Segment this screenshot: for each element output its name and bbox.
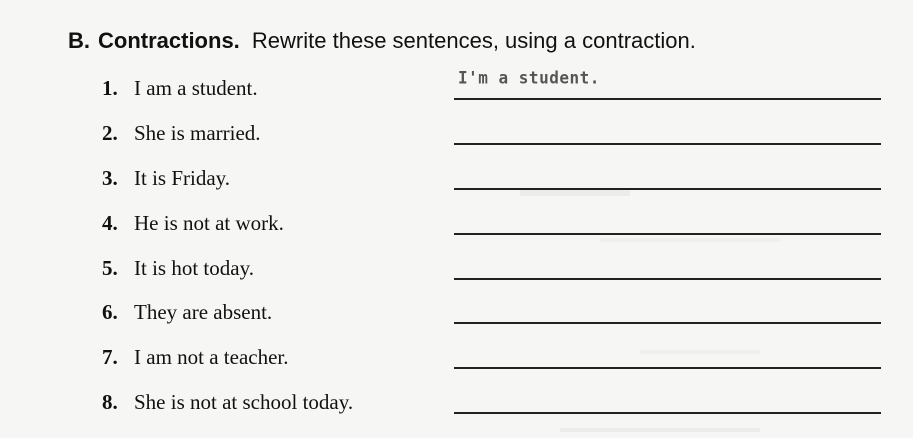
item-sentence: It is hot today. bbox=[134, 256, 254, 280]
section-title: Contractions. bbox=[98, 28, 240, 53]
exercise-item bbox=[102, 211, 882, 241]
item-sentence: She is not at school today. bbox=[134, 390, 354, 414]
item-sentence: I am not a teacher. bbox=[134, 345, 289, 369]
item-sentence: It is Friday. bbox=[134, 166, 231, 190]
item-number: 3. bbox=[102, 166, 118, 190]
item-number: 5. bbox=[102, 256, 118, 280]
answer-line[interactable] bbox=[454, 367, 881, 369]
section-instruction: Rewrite these sentences, using a contraction. bbox=[251, 28, 696, 53]
exercise-item bbox=[102, 390, 882, 420]
exercise-item bbox=[102, 345, 882, 375]
answer-line[interactable] bbox=[454, 188, 881, 190]
show-through-texture bbox=[560, 428, 760, 432]
exercise-item bbox=[102, 256, 882, 286]
item-answer: I'm a student. bbox=[458, 67, 600, 88]
item-number: 8. bbox=[102, 390, 118, 414]
item-sentence: They are absent. bbox=[134, 300, 273, 324]
item-sentence: I am a student. bbox=[134, 76, 258, 100]
answer-line[interactable] bbox=[454, 143, 881, 145]
exercise-item bbox=[102, 121, 882, 151]
item-sentence: He is not at work. bbox=[134, 211, 284, 235]
answer-line[interactable] bbox=[454, 278, 881, 280]
item-number: 4. bbox=[102, 211, 118, 235]
item-number: 7. bbox=[102, 345, 118, 369]
section-heading bbox=[68, 28, 696, 54]
item-sentence: She is married. bbox=[134, 121, 261, 145]
exercise-item bbox=[102, 166, 882, 196]
item-number: 2. bbox=[102, 121, 118, 145]
answer-line[interactable] bbox=[454, 233, 881, 235]
answer-line[interactable] bbox=[454, 98, 881, 100]
answer-line[interactable] bbox=[454, 322, 881, 324]
exercise-item bbox=[102, 300, 882, 330]
item-number: 6. bbox=[102, 300, 118, 324]
section-letter: B. bbox=[68, 28, 90, 53]
answer-line[interactable] bbox=[454, 412, 881, 414]
item-number: 1. bbox=[102, 76, 118, 100]
exercise-item bbox=[102, 67, 882, 106]
